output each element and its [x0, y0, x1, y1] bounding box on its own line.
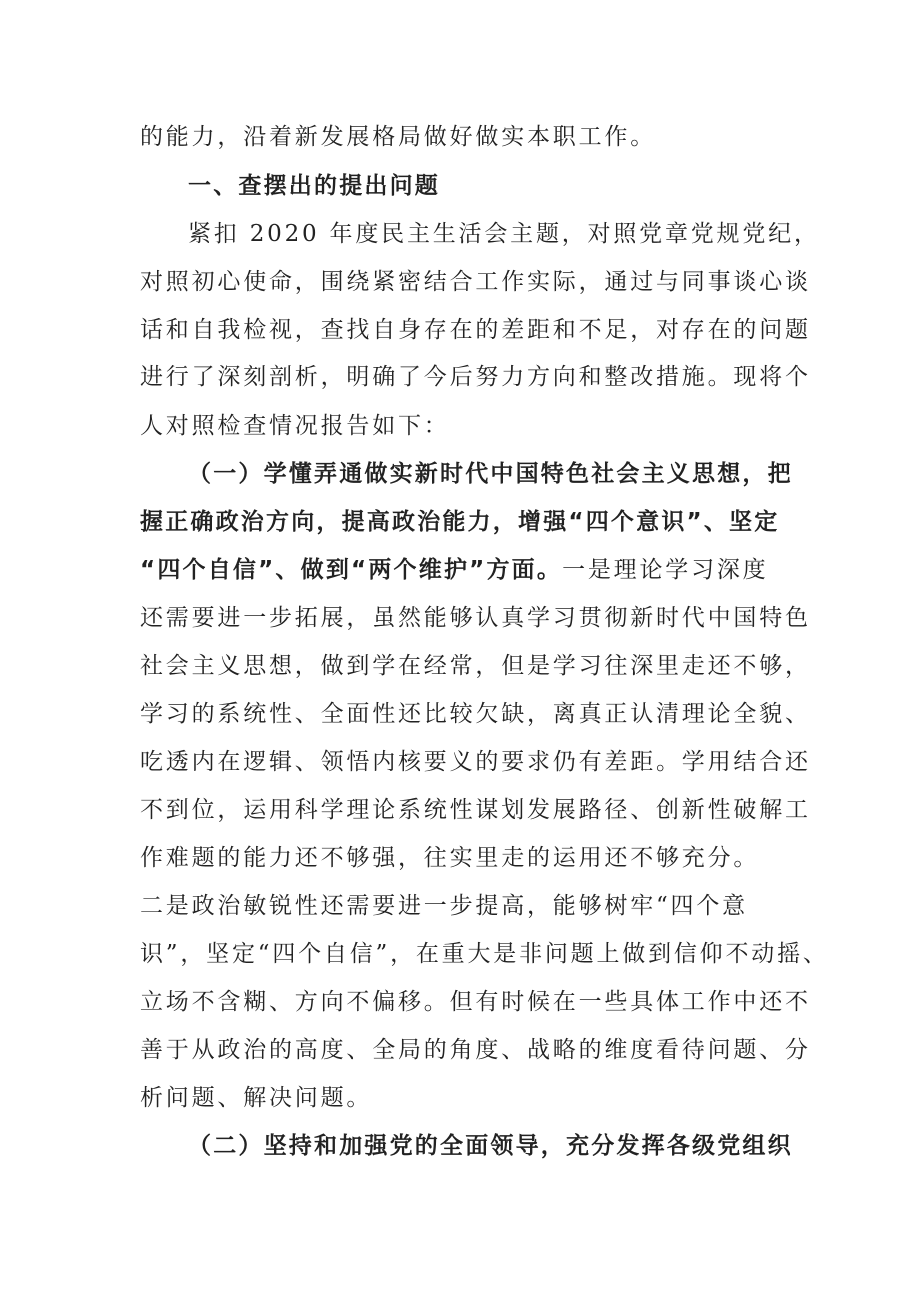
subsection-heading: （一）学懂弄通做实新时代中国特色社会主义思想，把: [188, 461, 793, 487]
text-line: 二是政治敏锐性还需要进一步提高，能够树牢“四个意: [140, 893, 748, 919]
subsection-heading: （二）坚持和加强党的全面领导，充分发挥各级党组织: [188, 1133, 793, 1159]
text-line: 善于从政治的高度、全局的角度、战略的维度看待问题、分: [140, 1037, 811, 1063]
text-line: 识”，坚定“四个自信”，在重大是非问题上做到信仰不动摇、: [140, 941, 829, 967]
text-run: 一是理论学习深度: [562, 557, 769, 583]
section-heading: 一、查摆出的提出问题: [188, 173, 440, 199]
text-line: 对照初心使命，围绕紧密结合工作实际，通过与同事谈心谈: [140, 269, 811, 295]
text-line: 进行了深刻剖析，明确了今后努力方向和整改措施。现将个: [140, 364, 811, 390]
text-line: 人对照检查情况报告如下：: [140, 413, 450, 439]
text-line: 的能力，沿着新发展格局做好做实本职工作。: [140, 124, 656, 150]
subsection-heading-end: “四个自信”、做到“两个维护”方面。: [140, 557, 563, 583]
text-line: 吃透内在逻辑、领悟内核要义的要求仍有差距。学用结合还: [140, 749, 811, 775]
text-line: 不到位，运用科学理论系统性谋划发展路径、创新性破解工: [140, 797, 811, 823]
text-line: 社会主义思想，做到学在经常，但是学习往深里走还不够，: [140, 653, 811, 679]
text-line: 学习的系统性、全面性还比较欠缺，离真正认清理论全貌、: [140, 701, 811, 727]
text-line: 话和自我检视，查找自身存在的差距和不足，对存在的问题: [140, 317, 811, 343]
text-line: 还需要进一步拓展，虽然能够认真学习贯彻新时代中国特色: [140, 605, 811, 631]
text-line: 紧扣 2020 年度民主生活会主题，对照党章党规党纪，: [188, 221, 820, 247]
text-line: 作难题的能力还不够强，往实里走的运用还不够充分。: [140, 845, 760, 871]
subsection-heading: 握正确政治方向，提高政治能力，增强“四个意识”、坚定: [140, 509, 780, 535]
text-line: [140, 555, 768, 585]
text-line: 析问题、解决问题。: [140, 1085, 373, 1111]
text-line: 立场不含糊、方向不偏移。但有时候在一些具体工作中还不: [140, 989, 811, 1015]
